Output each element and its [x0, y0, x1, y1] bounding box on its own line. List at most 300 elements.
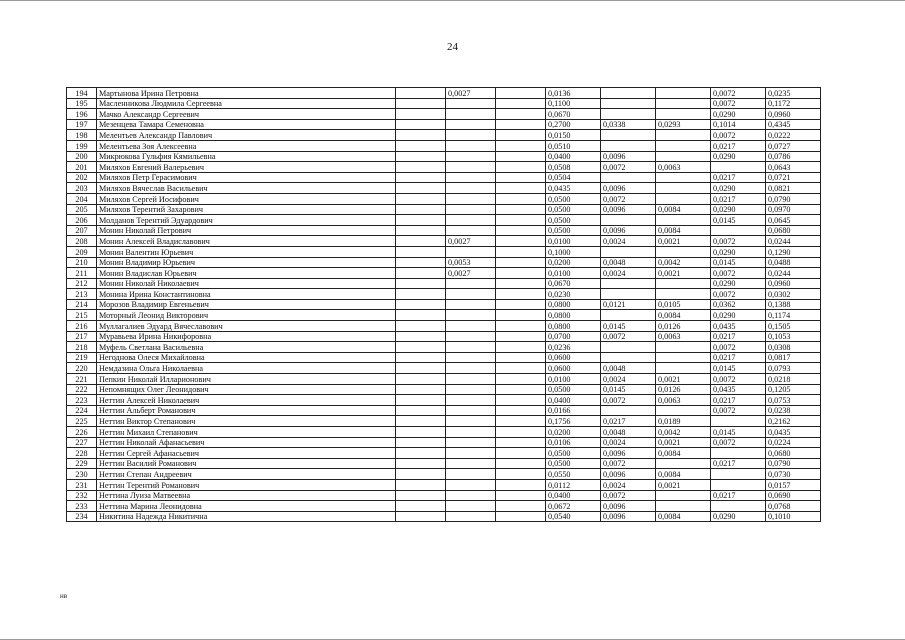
value-cell: 0,0217 [711, 172, 766, 183]
value-cell: 0,0084 [656, 310, 711, 321]
value-cell: 0,0500 [546, 204, 601, 215]
value-cell: 0,0072 [711, 98, 766, 109]
value-cell [496, 437, 546, 448]
row-number-cell: 200 [67, 151, 97, 162]
value-cell [396, 183, 446, 194]
table-row [67, 363, 821, 374]
page-number: 24 [447, 41, 458, 53]
table-row [67, 193, 821, 204]
value-cell: 0,0290 [711, 109, 766, 120]
value-cell: 0,0768 [766, 501, 821, 512]
value-cell [711, 479, 766, 490]
row-number-cell: 229 [67, 458, 97, 469]
table-row [67, 183, 821, 194]
table-row [67, 151, 821, 162]
value-cell: 0,0145 [711, 257, 766, 268]
value-cell [396, 511, 446, 522]
value-cell [656, 458, 711, 469]
row-number-cell: 226 [67, 427, 97, 438]
value-cell: 0,0063 [656, 331, 711, 342]
row-number-cell: 228 [67, 448, 97, 459]
value-cell: 0,0643 [766, 162, 821, 173]
value-cell [656, 98, 711, 109]
value-cell [711, 162, 766, 173]
value-cell [496, 215, 546, 226]
value-cell: 0,0072 [711, 405, 766, 416]
value-cell: 0,0157 [766, 479, 821, 490]
value-cell [396, 193, 446, 204]
value-cell [656, 490, 711, 501]
value-cell: 0,0670 [546, 278, 601, 289]
value-cell: 0,0435 [766, 427, 821, 438]
value-cell: 0,0072 [711, 268, 766, 279]
value-cell [396, 151, 446, 162]
value-cell: 0,0235 [766, 88, 821, 99]
value-cell [396, 374, 446, 385]
value-cell: 0,0027 [446, 236, 496, 247]
row-number-cell: 216 [67, 321, 97, 332]
value-cell [446, 140, 496, 151]
row-number-cell: 210 [67, 257, 97, 268]
name-cell: Монин Алексей Владиславович [97, 236, 396, 247]
value-cell [656, 405, 711, 416]
row-number-cell: 223 [67, 395, 97, 406]
value-cell: 0,0230 [546, 289, 601, 300]
value-cell: 0,0096 [601, 511, 656, 522]
value-cell [446, 246, 496, 257]
value-cell [396, 257, 446, 268]
value-cell [446, 162, 496, 173]
value-cell: 0,0721 [766, 172, 821, 183]
value-cell [496, 183, 546, 194]
name-cell: Миляхов Терентий Захарович [97, 204, 396, 215]
value-cell: 0,0817 [766, 352, 821, 363]
value-cell [446, 416, 496, 427]
value-cell: 0,0105 [656, 299, 711, 310]
value-cell: 0,0435 [711, 321, 766, 332]
value-cell [396, 289, 446, 300]
value-cell: 0,0126 [656, 321, 711, 332]
value-cell: 0,0786 [766, 151, 821, 162]
value-cell: 0,0293 [656, 119, 711, 130]
table-row [67, 416, 821, 427]
value-cell [446, 469, 496, 480]
value-cell [446, 310, 496, 321]
value-cell: 0,0021 [656, 437, 711, 448]
value-cell [396, 299, 446, 310]
value-cell: 0,0540 [546, 511, 601, 522]
value-cell: 0,0150 [546, 130, 601, 141]
value-cell [446, 342, 496, 353]
name-cell: Миляхов Сергей Иосифович [97, 193, 396, 204]
row-number-cell: 233 [67, 501, 97, 512]
name-cell: Неттин Степан Андреевич [97, 469, 396, 480]
value-cell [396, 204, 446, 215]
name-cell: Неттина Луиза Матвеевна [97, 490, 396, 501]
value-cell: 0,0504 [546, 172, 601, 183]
value-cell: 0,0960 [766, 109, 821, 120]
value-cell: 0,0021 [656, 236, 711, 247]
name-cell: Неттин Виктор Степанович [97, 416, 396, 427]
value-cell: 0,0072 [711, 236, 766, 247]
value-cell [496, 331, 546, 342]
value-cell [496, 151, 546, 162]
value-cell [656, 151, 711, 162]
value-cell: 0,0290 [711, 151, 766, 162]
value-cell: 0,0290 [711, 183, 766, 194]
value-cell: 0,0084 [656, 448, 711, 459]
value-cell [396, 448, 446, 459]
value-cell [496, 109, 546, 120]
value-cell: 0,0084 [656, 204, 711, 215]
row-number-cell: 220 [67, 363, 97, 374]
table-row [67, 331, 821, 342]
value-cell: 0,0700 [546, 331, 601, 342]
row-number-cell: 227 [67, 437, 97, 448]
value-cell: 0,0244 [766, 268, 821, 279]
row-number-cell: 201 [67, 162, 97, 173]
value-cell [396, 427, 446, 438]
table-row [67, 204, 821, 215]
name-cell: Мартынова Ирина Петровна [97, 88, 396, 99]
value-cell: 0,0222 [766, 130, 821, 141]
value-cell: 0,0063 [656, 162, 711, 173]
row-number-cell: 231 [67, 479, 97, 490]
value-cell [656, 109, 711, 120]
row-number-cell: 205 [67, 204, 97, 215]
name-cell: Неттин Терентий Романович [97, 479, 396, 490]
row-number-cell: 234 [67, 511, 97, 522]
value-cell: 0,2162 [766, 416, 821, 427]
table-row [67, 511, 821, 522]
value-cell: 0,0048 [601, 427, 656, 438]
value-cell: 0,0800 [546, 299, 601, 310]
value-cell [656, 501, 711, 512]
value-cell: 0,0793 [766, 363, 821, 374]
value-cell: 0,0218 [766, 374, 821, 385]
value-cell [496, 501, 546, 512]
value-cell: 0,0508 [546, 162, 601, 173]
value-cell [601, 215, 656, 226]
value-cell [396, 479, 446, 490]
value-cell: 0,0672 [546, 501, 601, 512]
value-cell [496, 374, 546, 385]
value-cell [396, 119, 446, 130]
value-cell [396, 310, 446, 321]
value-cell: 0,0200 [546, 427, 601, 438]
value-cell [711, 501, 766, 512]
value-cell: 0,0727 [766, 140, 821, 151]
value-cell [396, 469, 446, 480]
value-cell [601, 130, 656, 141]
value-cell: 0,1388 [766, 299, 821, 310]
value-cell [496, 119, 546, 130]
scan-top-edge [0, 0, 905, 6]
value-cell: 0,1205 [766, 384, 821, 395]
value-cell: 0,0072 [711, 88, 766, 99]
table-row [67, 501, 821, 512]
row-number-cell: 208 [67, 236, 97, 247]
value-cell: 0,0112 [546, 479, 601, 490]
value-cell [656, 130, 711, 141]
value-cell: 0,0126 [656, 384, 711, 395]
value-cell [446, 204, 496, 215]
value-cell: 0,0072 [711, 342, 766, 353]
name-cell: Монина Ирина Константиновна [97, 289, 396, 300]
value-cell: 0,0821 [766, 183, 821, 194]
table-row [67, 268, 821, 279]
row-number-cell: 232 [67, 490, 97, 501]
name-cell: Неттин Михаил Степанович [97, 427, 396, 438]
value-cell [446, 289, 496, 300]
value-cell: 0,0145 [601, 384, 656, 395]
name-cell: Морозов Владимир Евгеньевич [97, 299, 396, 310]
value-cell: 0,0500 [546, 215, 601, 226]
table-row [67, 469, 821, 480]
value-cell: 0,0072 [711, 437, 766, 448]
value-cell [396, 342, 446, 353]
value-cell [496, 193, 546, 204]
value-cell: 0,0800 [546, 310, 601, 321]
name-cell: Немдазина Ольга Николаевна [97, 363, 396, 374]
value-cell [496, 479, 546, 490]
table-row [67, 257, 821, 268]
name-cell: Микрюкова Гульфия Кямильевна [97, 151, 396, 162]
table-row [67, 215, 821, 226]
name-cell: Непомнящих Олег Леонидович [97, 384, 396, 395]
value-cell: 0,0145 [711, 427, 766, 438]
value-cell [711, 469, 766, 480]
value-cell: 0,0800 [546, 321, 601, 332]
value-cell [396, 88, 446, 99]
value-cell [446, 331, 496, 342]
value-cell: 0,0084 [656, 225, 711, 236]
value-cell: 0,0189 [656, 416, 711, 427]
value-cell: 0,0096 [601, 225, 656, 236]
name-cell: Мачко Александр Сергеевич [97, 109, 396, 120]
value-cell [496, 490, 546, 501]
value-cell: 0,0024 [601, 236, 656, 247]
name-cell: Никитина Надежда Никитична [97, 511, 396, 522]
table-row [67, 352, 821, 363]
name-cell: Негоднова Олеся Михайловна [97, 352, 396, 363]
value-cell: 0,1010 [766, 511, 821, 522]
value-cell [396, 225, 446, 236]
row-number-cell: 214 [67, 299, 97, 310]
value-cell [496, 88, 546, 99]
value-cell [396, 109, 446, 120]
value-cell [396, 140, 446, 151]
value-cell: 0,0224 [766, 437, 821, 448]
value-cell: 0,0072 [601, 395, 656, 406]
name-cell: Моторный Леонид Викторович [97, 310, 396, 321]
value-cell: 0,0680 [766, 225, 821, 236]
name-cell: Монин Владимир Юрьевич [97, 257, 396, 268]
name-cell: Монин Николай Петрович [97, 225, 396, 236]
value-cell: 0,0753 [766, 395, 821, 406]
value-cell: 0,0400 [546, 395, 601, 406]
value-cell [396, 405, 446, 416]
table-row [67, 119, 821, 130]
row-number-cell: 195 [67, 98, 97, 109]
value-cell: 0,0072 [711, 289, 766, 300]
name-cell: Миляхов Евгений Валерьевич [97, 162, 396, 173]
value-cell [496, 268, 546, 279]
value-cell [446, 119, 496, 130]
value-cell: 0,0053 [446, 257, 496, 268]
row-number-cell: 217 [67, 331, 97, 342]
value-cell: 0,0217 [711, 458, 766, 469]
value-cell [446, 109, 496, 120]
value-cell: 0,1014 [711, 119, 766, 130]
value-cell [446, 130, 496, 141]
name-cell: Неттин Николай Афанасьевич [97, 437, 396, 448]
value-cell [496, 162, 546, 173]
value-cell [496, 299, 546, 310]
value-cell [446, 511, 496, 522]
value-cell: 0,0027 [446, 88, 496, 99]
value-cell [496, 469, 546, 480]
value-cell: 0,0106 [546, 437, 601, 448]
value-cell: 0,0510 [546, 140, 601, 151]
value-cell [396, 278, 446, 289]
value-cell: 0,0500 [546, 384, 601, 395]
row-number-cell: 196 [67, 109, 97, 120]
value-cell [446, 384, 496, 395]
value-cell: 0,0021 [656, 268, 711, 279]
value-cell [446, 193, 496, 204]
value-cell: 0,2700 [546, 119, 601, 130]
value-cell [656, 140, 711, 151]
row-number-cell: 198 [67, 130, 97, 141]
value-cell [396, 130, 446, 141]
value-cell [601, 405, 656, 416]
value-cell: 0,0217 [711, 352, 766, 363]
value-cell: 0,0145 [601, 321, 656, 332]
table-row [67, 458, 821, 469]
value-cell [496, 448, 546, 459]
value-cell: 0,0136 [546, 88, 601, 99]
value-cell [496, 427, 546, 438]
row-number-cell: 202 [67, 172, 97, 183]
value-cell [446, 437, 496, 448]
row-number-cell: 212 [67, 278, 97, 289]
value-cell [496, 236, 546, 247]
table-row [67, 490, 821, 501]
value-cell [446, 448, 496, 459]
value-cell [496, 363, 546, 374]
value-cell: 0,0290 [711, 511, 766, 522]
value-cell: 0,0435 [711, 384, 766, 395]
value-cell [396, 236, 446, 247]
name-cell: Неттин Василий Романович [97, 458, 396, 469]
table-row [67, 172, 821, 183]
value-cell: 0,0600 [546, 352, 601, 363]
row-number-cell: 194 [67, 88, 97, 99]
footer-note: нв [60, 592, 68, 600]
value-cell: 0,0072 [601, 331, 656, 342]
name-cell: Масленникова Людмила Сергеевна [97, 98, 396, 109]
row-number-cell: 213 [67, 289, 97, 300]
value-cell [396, 246, 446, 257]
table-body [67, 88, 821, 522]
value-cell [446, 374, 496, 385]
value-cell [446, 427, 496, 438]
table-row [67, 405, 821, 416]
value-cell: 0,0308 [766, 342, 821, 353]
value-cell: 0,0100 [546, 268, 601, 279]
row-number-cell: 218 [67, 342, 97, 353]
value-cell: 0,0096 [601, 204, 656, 215]
value-cell: 0,0100 [546, 374, 601, 385]
value-cell: 0,0290 [711, 204, 766, 215]
row-number-cell: 207 [67, 225, 97, 236]
value-cell [496, 352, 546, 363]
table-row [67, 342, 821, 353]
value-cell: 0,0024 [601, 437, 656, 448]
value-cell: 0,0072 [601, 193, 656, 204]
name-cell: Муллагалиев Эдуард Вячеславович [97, 321, 396, 332]
value-cell: 0,0338 [601, 119, 656, 130]
value-cell [496, 405, 546, 416]
value-cell [496, 342, 546, 353]
value-cell: 0,1290 [766, 246, 821, 257]
value-cell: 0,1172 [766, 98, 821, 109]
value-cell [496, 98, 546, 109]
value-cell [496, 225, 546, 236]
value-cell [601, 278, 656, 289]
value-cell [496, 289, 546, 300]
value-cell: 0,0500 [546, 448, 601, 459]
value-cell [496, 140, 546, 151]
value-cell [446, 490, 496, 501]
value-cell: 0,0121 [601, 299, 656, 310]
value-cell [496, 395, 546, 406]
name-cell: Пепкин Николай Илларионович [97, 374, 396, 385]
value-cell [446, 225, 496, 236]
value-cell: 0,0084 [656, 511, 711, 522]
table-row [67, 395, 821, 406]
value-cell [601, 109, 656, 120]
value-cell: 0,0970 [766, 204, 821, 215]
value-cell [656, 342, 711, 353]
value-cell: 0,0645 [766, 215, 821, 226]
name-cell: Миляхов Вячеслав Васильевич [97, 183, 396, 194]
value-cell: 0,0290 [711, 246, 766, 257]
shareholder-table [66, 87, 821, 522]
value-cell [446, 479, 496, 490]
value-cell: 0,0096 [601, 469, 656, 480]
table-row [67, 427, 821, 438]
value-cell [446, 215, 496, 226]
value-cell [396, 172, 446, 183]
name-cell: Неттин Сергей Афанасьевич [97, 448, 396, 459]
value-cell: 0,0021 [656, 479, 711, 490]
value-cell [446, 299, 496, 310]
value-cell: 0,0024 [601, 479, 656, 490]
row-number-cell: 222 [67, 384, 97, 395]
value-cell [396, 395, 446, 406]
value-cell [396, 490, 446, 501]
name-cell: Монин Николай Николаевич [97, 278, 396, 289]
value-cell: 0,0290 [711, 278, 766, 289]
name-cell: Мезенцева Тамара Семеновна [97, 119, 396, 130]
value-cell [601, 88, 656, 99]
value-cell [711, 416, 766, 427]
value-cell [446, 352, 496, 363]
value-cell [446, 151, 496, 162]
name-cell: Неттин Алексей Николаевич [97, 395, 396, 406]
